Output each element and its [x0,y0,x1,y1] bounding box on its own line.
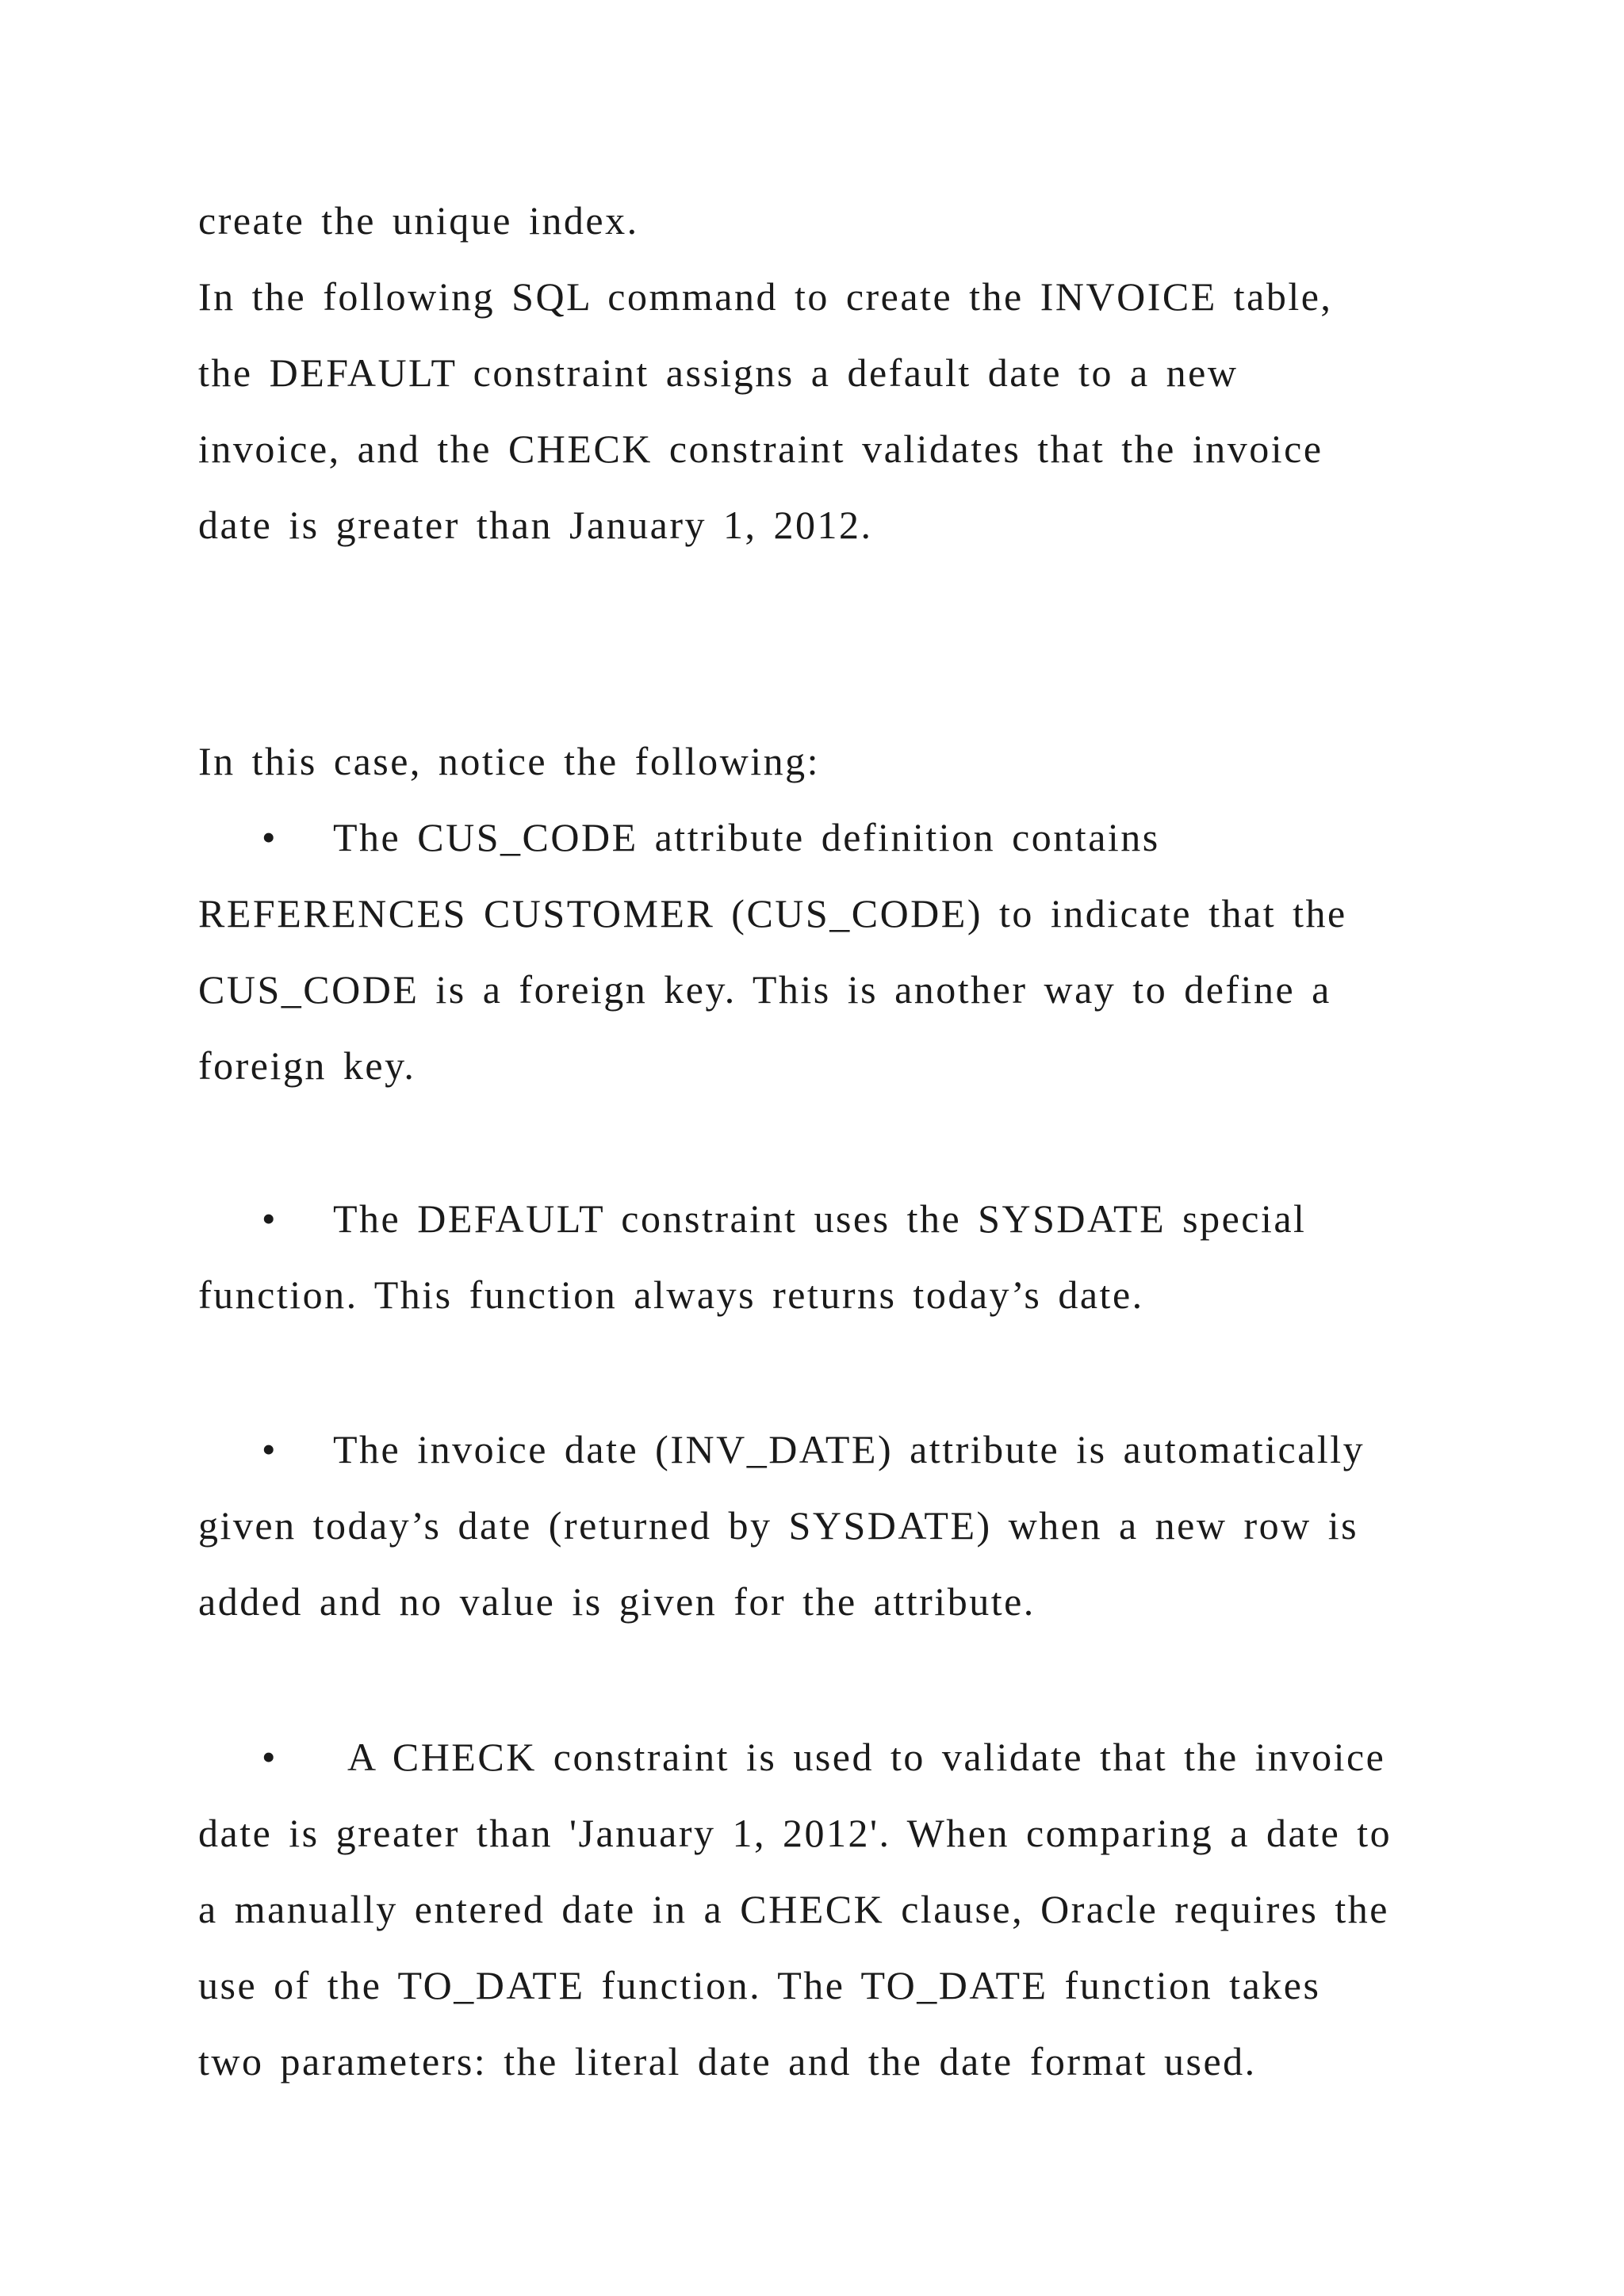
intro-line-4: date is greater than January 1, 2012. [198,503,873,547]
intro-line-1: In the following SQL command to create the INVOICE table, [198,274,1333,319]
intro-line-0: create the unique index. [198,198,639,243]
bullet-3-line-0: The invoice date (INV_DATE) attribute is automatically [333,1427,1365,1471]
bullet-1-mark: • [262,815,276,859]
bullet-2-mark: • [262,1196,276,1241]
bullet-4-line-0: A CHECK constraint is used to validate that the invoice [347,1735,1386,1779]
bullet-4-line-2: a manually entered date in a CHECK clause, Oracle requires the [198,1887,1389,1931]
bullet-4-line-4: two parameters: the literal date and the date format used. [198,2039,1257,2084]
bullet-4-mark: • [262,1735,276,1779]
bullet-1-line-3: foreign key. [198,1043,416,1088]
notice-heading: In this case, notice the following: [198,739,821,783]
intro-line-2: the DEFAULT constraint assigns a default date to a new [198,350,1239,395]
intro-line-3: invoice, and the CHECK constraint validates that the invoice [198,427,1323,471]
bullet-3-line-2: added and no value is given for the attribute. [198,1579,1036,1624]
bullet-1-line-1: REFERENCES CUSTOMER (CUS_CODE) to indicate that the [198,891,1347,936]
bullet-2-line-0: The DEFAULT constraint uses the SYSDATE special [333,1196,1307,1241]
bullet-1-line-0: The CUS_CODE attribute definition contains [333,815,1160,859]
bullet-3-mark: • [262,1427,276,1471]
bullet-3-line-1: given today’s date (returned by SYSDATE) when a new row is [198,1503,1359,1548]
bullet-4-line-3: use of the TO_DATE function. The TO_DATE function takes [198,1963,1321,2007]
bullet-2-line-1: function. This function always returns today’s date. [198,1272,1144,1317]
bullet-1-line-2: CUS_CODE is a foreign key. This is another way to define a [198,967,1331,1012]
bullet-4-line-1: date is greater than 'January 1, 2012'. When comparing a date to [198,1811,1392,1855]
